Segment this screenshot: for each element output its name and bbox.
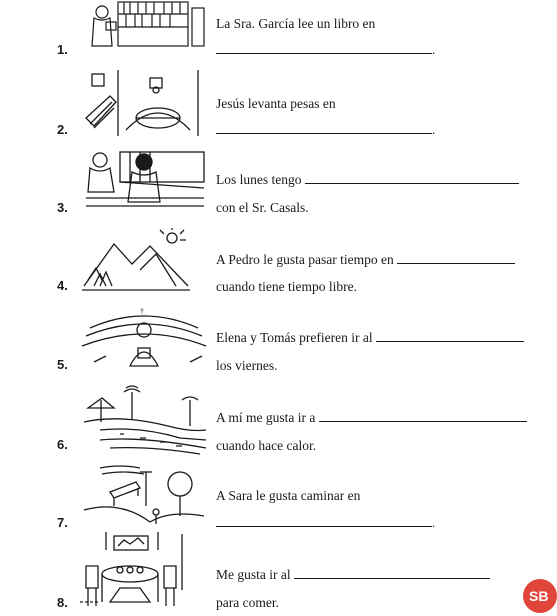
item-number: 4. [57,278,68,293]
sentence [216,410,527,426]
item-number: 3. [57,200,68,215]
sentence-continuation: con el Sr. Casals. [216,200,309,215]
item-number: 2. [57,122,68,137]
answer-blank[interactable] [294,567,490,579]
cinema-illustration [80,306,208,376]
sentence [216,172,519,188]
answer-blank[interactable] [216,526,432,527]
sb-badge[interactable]: SB [523,579,557,613]
restaurant-illustration [80,530,208,612]
item-number: 7. [57,515,68,530]
sentence-text: A mí me gusta ir a [216,410,316,425]
piano-lesson-illustration [80,148,208,214]
item-number: 8. [57,595,68,610]
sentence-continuation: cuando hace calor. [216,438,317,453]
sentence-text: Los lunes tengo [216,172,302,187]
answer-blank[interactable] [305,172,519,184]
period: . [432,42,436,57]
item-number: 6. [57,437,68,452]
sentence-continuation: los viernes. [216,358,278,373]
answer-blank[interactable] [376,330,524,342]
item-number: 1. [57,42,68,57]
sentence-text: A Pedro le gusta pasar tiempo en [216,252,394,267]
period: . [432,122,436,137]
sentence-continuation: para comer. [216,595,279,610]
mountains-illustration [80,228,208,292]
answer-blank[interactable] [397,252,515,264]
sentence [216,330,524,346]
answer-blank[interactable] [216,53,432,54]
item-number: 5. [57,357,68,372]
sentence: Jesús levanta pesas en [216,96,336,111]
svg-text:†: † [140,307,144,316]
library-illustration [80,0,208,48]
sentence [216,252,515,268]
gym-illustration [80,68,208,138]
sentence: A Sara le gusta caminar en [216,488,361,503]
answer-blank[interactable] [319,410,527,422]
answer-blank[interactable] [216,133,432,134]
sentence-text: Elena y Tomás prefieren ir al [216,330,373,345]
sentence [216,567,490,583]
period: . [432,515,436,530]
sentence: La Sra. García lee un libro en [216,16,376,31]
sentence-text: Me gusta ir al [216,567,291,582]
sentence-continuation: cuando tiene tiempo libre. [216,279,357,294]
park-illustration [80,462,208,528]
beach-illustration [80,386,208,458]
